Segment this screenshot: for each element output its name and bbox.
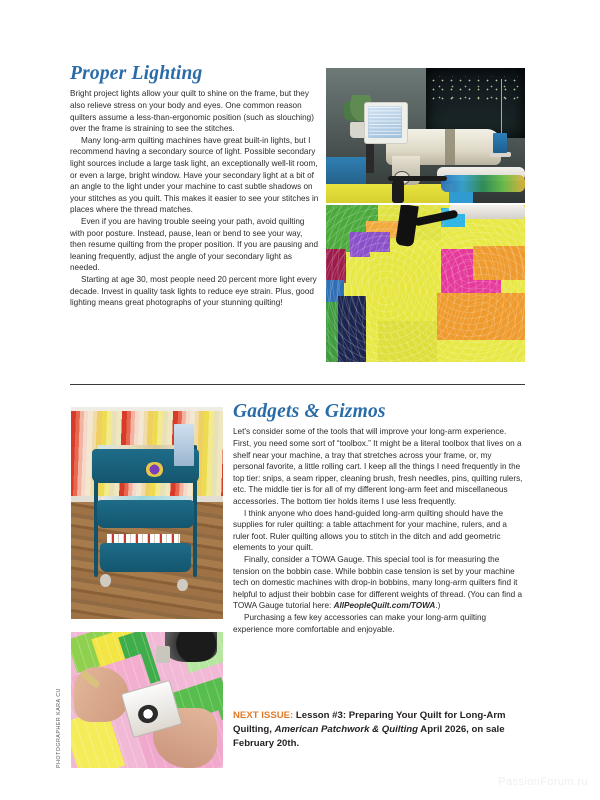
paragraph: Starting at age 30, most people need 20 percent more light every decade. Invest in quality task lights to reduce eye strain. Plus, good lighting means great photographs of your stunning quilting! <box>70 274 317 308</box>
photo-rolling-cart <box>71 407 223 619</box>
photo-layer-thread-cone <box>493 133 507 153</box>
site-watermark: PassionForum.ru <box>498 776 588 788</box>
paragraph: Even if you are having trouble seeing your path, avoid quilting with poor posture. Instead, pause, lean or bend to see your way, then resume quilting from the proper position. If you are pausing and leaning frequently, adjust the angle of your secondary light as needed. <box>70 217 319 273</box>
photo-quilt-on-frame <box>326 205 525 362</box>
photo-layer-caster-left <box>100 574 111 587</box>
photo-layer-quilt-roll <box>441 175 525 193</box>
gadgets-body-copy <box>233 426 525 635</box>
section-title-gadgets: Gadgets & Gizmos <box>233 401 386 422</box>
paragraph: Many long-arm quilting machines have great built-in lights, but I recommend having a secondary source of light. Possible secondary light sources include a large task light, an exceptionally well-lit room, or even a large, bright window. Have your secondary light at a bit of an angle to the light under your machine to cast subtle shadows on your stitches as you quilt. This makes it easier to see your stitches in places where the thread matches. <box>70 135 319 215</box>
paragraph: Bright project lights allow your quilt to shine on the frame, but they also relieve stress on your body and eyes. One common reason quilters assume a less-than-ergonomic position (such as slouching) over the frame is straining to see the stitches. <box>70 89 314 134</box>
photo-layer-presser-foot <box>156 646 170 664</box>
photo-layer-notions-bag <box>174 424 194 466</box>
next-issue-text-1: Lesson #3: Preparing Your Quilt for Long-Arm Quilting, <box>233 710 506 735</box>
towa-text-post: .) <box>435 601 441 611</box>
page-title: Proper Lighting <box>70 63 203 84</box>
photo-layer-cart-tier-bottom <box>100 543 191 573</box>
next-issue-text-2: April 2026, on sale February 20th. <box>233 724 505 749</box>
towa-link[interactable]: AllPeopleQuilt.com/TOWA <box>333 601 436 611</box>
towa-text-pre: Finally, consider a TOWA Gauge. This special tool is for measuring the tension on the bobbin case. While bobbin case tension is set by your machine tech on domestic machines with drop-in bobbins, many long-arm quilters find it helpful to adjust their bobbin case for different weights of thread. (You can find a TOWA Gauge tutorial here: <box>233 555 523 611</box>
paragraph: Purchasing a few key accessories can make your long-arm quilting experience more comfortable and enjoyable. <box>233 612 487 634</box>
section-divider <box>70 384 525 385</box>
paragraph: Let's consider some of the tools that will improve your long-arm experience. First, you need some sort of “toolbox.” It might be a literal toolbox that lives on a shelf near your machine, a tray that stretches across your frame, or, my personal favorite, a little rolling cart. I keep all the things I need frequently in the top tier: snips, a seam ripper, cleaning brush, fresh needles, pins, quilting rulers, etc. The middle tier is for all of my different long-arm feet and miscellaneous accessories. The bottom tier holds items I use less frequently. <box>233 427 523 507</box>
photo-layer-thread <box>501 79 502 136</box>
photo-longarm-machine <box>326 68 525 203</box>
lighting-body-copy <box>70 88 320 308</box>
photo-layer-cart-tier-middle <box>97 500 194 528</box>
lighting-text-column <box>70 64 320 309</box>
photo-layer-pincushion <box>145 462 163 477</box>
photographer-credit: PHOTOGRAPHER KARA CU <box>56 688 62 768</box>
next-issue-block <box>233 709 525 751</box>
photo-layer-string-lights <box>429 76 521 106</box>
section-gadgets-gizmos <box>233 402 525 635</box>
photo-layer-teal-fabric <box>449 192 473 203</box>
photo-towa-gauge-in-use <box>71 632 223 768</box>
photo-layer-machine-head <box>165 632 217 662</box>
paragraph: I think anyone who does hand-guided long-arm quilting should have the supplies for ruler quilting: a table attachment for your machine, rulers, and a ruler foot. Ruler quilting allows you to stitch in the ditch and add geometric elements to your quilt. <box>233 508 507 553</box>
next-issue-label: NEXT ISSUE: <box>233 710 294 721</box>
photo-layer-feather-quilting <box>326 205 525 362</box>
photo-layer-handle-grip <box>392 180 404 203</box>
photo-layer-touchscreen-rows <box>369 107 401 137</box>
photo-layer-blue-fabric <box>326 157 366 187</box>
next-issue-magazine: American Patchwork & Quilting <box>274 724 418 735</box>
photo-layer-machine-band <box>445 129 455 165</box>
photo-layer-yellow-fabric <box>326 184 453 203</box>
paragraph-towa <box>233 554 525 612</box>
